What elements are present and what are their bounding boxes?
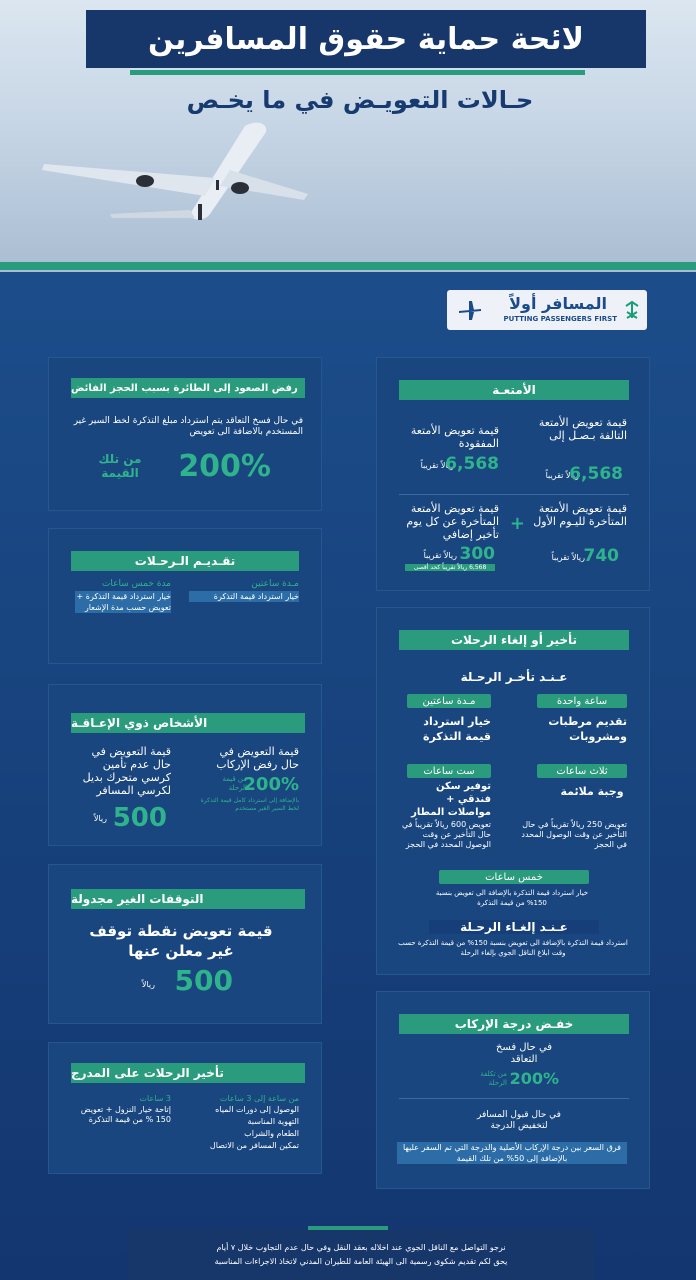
baggage-damaged-value: 6,568 (569, 464, 623, 484)
cancel-text: استرداد قيمة التذكرة بالإضافة الى تعويض بنسبة 150% من قيمة التذكرة حسب وقت ابلاغ الناقل الجوي بإلغاء الرحلة (398, 939, 628, 957)
downgrade-card (376, 991, 650, 1189)
denied-boarding-value-text: من تلك القيمة (98, 452, 142, 480)
five-hours-text: خيار استرداد قيمة التذكرة بالإضافة الى تعويض بنسبة 150% من قيمة التذكرة (435, 889, 589, 907)
one-hour-pill: ساعة واحدة (537, 694, 627, 708)
delay-cancel-card (376, 607, 650, 975)
disabled-denied-label: قيمة التعويض في حال رفض الإركاب (216, 745, 299, 771)
disabled-denied-note: بالإضافة إلى استرداد كامل قيمة التذكرة لخط السير الغير مستخدم (200, 797, 299, 812)
three-hours-pill: ثلاث ساعات (537, 764, 627, 778)
advance-five-hours-text: خيار استرداد قيمة التذكرة + تعويض حسب مدة الإشعار (76, 592, 171, 612)
two-hours-text: خيار استرداد قيمة التذكرة (422, 715, 491, 743)
unscheduled-stops-title: التوقفات الغير مجدولة (71, 889, 305, 909)
disabled-denied-unit: من قيمة الرحلة (222, 775, 247, 792)
baggage-delayed-first-unit: ريالاً تقريباً (551, 553, 585, 562)
plane-logo-icon (457, 298, 483, 322)
palm-emblem-icon (623, 298, 641, 322)
tarmac-from-hour: من ساعة إلى 3 ساعات (219, 1094, 299, 1103)
advance-flights-card (48, 528, 322, 664)
airplane-icon (40, 118, 310, 228)
page-subtitle: حـالات التعويـض في ما يخـص (186, 86, 534, 114)
downgrade-cancel-label: في حال فسخ التعاقد (495, 1042, 553, 1065)
downgrade-accept-text: فرق السعر بين درجة الإركاب الأصلية والدرجة التي تم السفر عليها بالإضافة إلى 50% من تلك القيمة (397, 1142, 627, 1164)
unscheduled-stops-card (48, 864, 322, 1024)
advance-five-hours: مدة خمس ساعات (101, 579, 171, 589)
footer-box (128, 1230, 594, 1280)
denied-boarding-value: 200% (178, 449, 271, 484)
page-title-box (86, 10, 646, 68)
disabled-denied-value: 200% (243, 774, 299, 795)
tarmac-three-hours-text: إتاحة خيار النزول + تعويض 150 % من قيمة التذكرة (80, 1105, 171, 1124)
baggage-lost-label: قيمة تعويض الأمتعة المفقودة (410, 424, 499, 450)
advance-two-hours-text: خيار استرداد قيمة التذكرة (189, 591, 299, 602)
denied-boarding-title: رفض الصعود إلى الطائرة بسبب الحجز الفائض (71, 378, 305, 398)
tarmac-item-2: التهوية المناسبة (247, 1117, 299, 1126)
denied-boarding-text: في حال فسخ التعاقد يتم استرداد مبلغ التذكرة لخط السير غير المستخدم بالاضافة الى تعويض (73, 416, 303, 437)
downgrade-cancel-unit: من تكلفة الرحلة (480, 1070, 507, 1087)
logo-arabic: المسافر أولاً (509, 294, 607, 313)
three-hours-text: وجبة ملائمة (560, 785, 624, 798)
advance-two-hours: مـدة ساعتين (251, 579, 299, 589)
on-cancel-heading: عـنـد إلغـاء الرحـلة (429, 920, 599, 934)
disabled-chair-value: 500 (112, 803, 167, 833)
delay-cancel-title: تأخير أو إلغاء الرحلات (399, 630, 629, 650)
one-hour-text: تقديم مرطبات ومشروبات (548, 715, 627, 743)
three-hours-compensation: تعويض 250 ريالاً تقريباً في حال التأخير عن وقت الوصول المحدد في الحجز (521, 820, 627, 849)
six-hours-pill: ست ساعات (407, 764, 491, 778)
hero-divider (0, 262, 696, 270)
tarmac-delay-title: تأخير الرحلات على المدرج (71, 1063, 305, 1083)
unscheduled-stops-value: 500 (174, 964, 233, 997)
downgrade-title: خفـض درجة الإركاب (399, 1014, 629, 1034)
disabled-persons-card (48, 684, 322, 846)
downgrade-cancel-value: 200% (509, 1069, 559, 1088)
baggage-lost-value: 6,568 (445, 454, 499, 474)
on-delay-heading: عـنـد تأخـر الرحـلة (460, 670, 568, 684)
baggage-plus: + (509, 513, 525, 534)
baggage-delayed-first-value: 740 (583, 546, 619, 566)
baggage-delayed-first-label: قيمة تعويض الأمتعة المتأخرة لليـوم الأول (533, 502, 627, 528)
six-hours-compensation: تعويض 600 ريالاً تقريباً في حال التأخير عن وقت الوصول المحدد في الحجز (401, 820, 491, 849)
disabled-chair-unit: ريالاً (93, 814, 107, 823)
page-title: لائحة حماية حقوق المسافرين (147, 21, 585, 57)
downgrade-accept-label: في حال قبول المسافر لتخفيض الدرجة (477, 1110, 561, 1131)
unscheduled-stops-text: قيمة تعويض نقطة توقف غير معلن عنها (89, 922, 273, 960)
tarmac-item-4: تمكين المسافر من الاتصال (209, 1141, 299, 1150)
six-hours-text: توفير سكن فندقي + مواصلات المطار (411, 781, 491, 818)
tarmac-item-3: الطعام والشراب (244, 1129, 299, 1138)
title-underline (130, 70, 585, 75)
tarmac-delay-card (48, 1042, 322, 1174)
baggage-title: الأمتعـة (399, 380, 629, 400)
baggage-delayed-extra-max: 6,568 ريالاً تقريباً كحد أقصى (405, 564, 495, 571)
disabled-persons-title: الأشخاص ذوي الإعـاقـة (71, 713, 305, 733)
baggage-card (376, 357, 650, 591)
logo-english: PUTTING PASSENGERS FIRST (503, 315, 617, 323)
footer-line-1: نرجو التواصل مع الناقل الجوي عند اخلاله بعقد النقل وفي حال عدم التجاوب خلال ٧ أيام (216, 1243, 506, 1252)
tarmac-three-hours: 3 ساعات (139, 1094, 171, 1103)
baggage-damaged-label: قيمة تعويض الأمتعة التالفة بـصـل إلى (538, 416, 627, 442)
downgrade-divider (399, 1098, 629, 1099)
baggage-delayed-extra-label: قيمة تعويض الأمتعة المتأخرة عن كل يوم تأخير إضافي (406, 502, 499, 541)
tarmac-item-1: الوصول إلى دورات المياه (215, 1105, 299, 1114)
baggage-lost-unit: ريالاً تقريباً (420, 461, 454, 470)
baggage-delayed-extra-unit: ريالاً تقريباً (423, 551, 457, 560)
unscheduled-stops-unit: ريالاً (141, 980, 155, 989)
baggage-damaged-unit: ريالاً تقريباً (545, 471, 579, 480)
disabled-chair-label: قيمة التعويض في حال عدم تأمين كرسي متحرك بديل لكرسي المسافر (82, 745, 171, 797)
two-hours-pill: مـدة ساعتين (407, 694, 491, 708)
program-logo (447, 290, 647, 330)
footer-line-2: يحق لكم تقديم شكوى رسمية الى الهيئة العامة للطيران المدني لاتخاذ الاجراءات المناسبة (214, 1257, 508, 1266)
five-hours-pill: خمس ساعات (439, 870, 589, 884)
advance-flights-title: تقـديـم الـرحـلات (71, 551, 299, 571)
denied-boarding-card (48, 357, 322, 511)
baggage-divider (399, 494, 629, 495)
baggage-delayed-extra-value: 300 (459, 544, 495, 564)
